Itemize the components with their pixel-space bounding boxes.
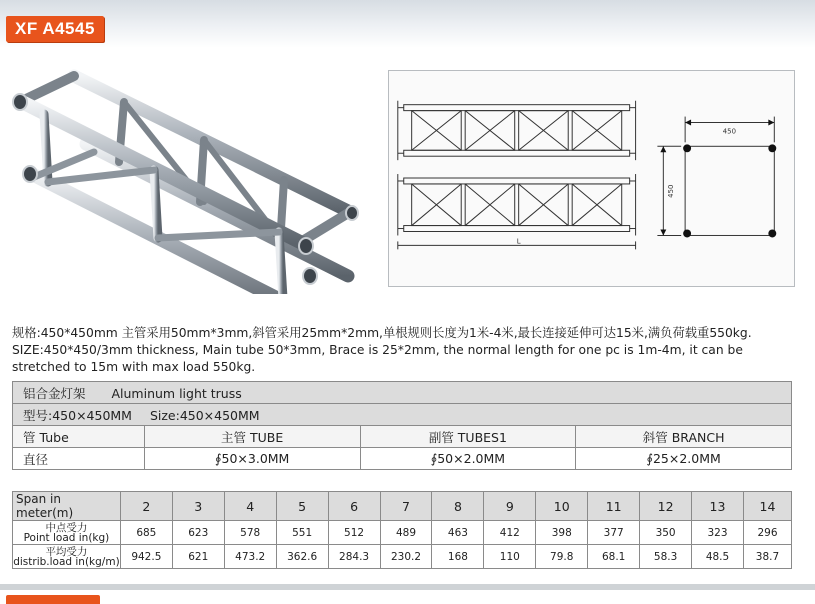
product-name-en: Aluminum light truss (111, 385, 242, 401)
point-load-cell: 296 (743, 521, 791, 545)
description-en-1: SIZE:450*450/3mm thickness, Main tube 50*3mm, Brace is 25*2mm, the normal length for one pc is 1m-4m, it can be (12, 343, 743, 357)
branch-tube-header: 斜管 BRANCH (576, 426, 792, 448)
length-label: L (516, 237, 521, 246)
point-load-cell: 551 (276, 521, 328, 545)
point-load-cell: 623 (172, 521, 224, 545)
span-cell: 9 (484, 492, 536, 521)
model-en: Size:450×450MM (149, 407, 260, 423)
distrib-load-cell: 168 (432, 545, 484, 569)
span-cell: 12 (640, 492, 692, 521)
distrib-load-cell: 284.3 (328, 545, 380, 569)
spec-row-name (13, 382, 792, 404)
point-load-cell: 489 (380, 521, 432, 545)
distrib-load-cell: 38.7 (743, 545, 791, 569)
technical-drawing (388, 70, 795, 287)
spec-row-tube (13, 426, 792, 448)
point-load-cell: 685 (120, 521, 172, 545)
load-table (12, 491, 792, 569)
point-load-row (13, 521, 792, 545)
span-cell: 3 (172, 492, 224, 521)
span-cell: 8 (432, 492, 484, 521)
point-load-cell: 578 (224, 521, 276, 545)
model-tag: XF A4545 (6, 16, 104, 42)
span-cell: 11 (588, 492, 640, 521)
next-model-tag (6, 595, 100, 604)
point-load-label (13, 521, 121, 545)
description-en-2: stretched to 15m with max load 550kg. (12, 360, 256, 374)
branch-tube-diameter: ∮25×2.0MM (576, 448, 792, 470)
distrib-load-row (13, 545, 792, 569)
point-load-cell: 398 (536, 521, 588, 545)
distrib-load-cell: 362.6 (276, 545, 328, 569)
header-band (0, 0, 815, 48)
description (12, 325, 807, 376)
distrib-load-cell: 621 (172, 545, 224, 569)
point-load-label-en: Point load in(kg) (23, 531, 110, 544)
point-load-cell: 463 (432, 521, 484, 545)
distrib-load-cell: 68.1 (588, 545, 640, 569)
sub-tube-header: 副管 TUBES1 (360, 426, 576, 448)
point-load-label-cn: 中点受力 (45, 521, 88, 534)
span-cell: 10 (536, 492, 588, 521)
point-load-cell: 512 (328, 521, 380, 545)
truss-product-image (4, 62, 366, 294)
distrib-load-cell: 58.3 (640, 545, 692, 569)
distrib-load-cell: 473.2 (224, 545, 276, 569)
distrib-load-cell: 230.2 (380, 545, 432, 569)
span-cell: 14 (743, 492, 791, 521)
distrib-load-cell: 79.8 (536, 545, 588, 569)
distrib-load-label (13, 545, 121, 569)
description-cn: 规格:450*450mm 主管采用50mm*3mm,斜管采用25mm*2mm,单根规则长度为1米-4米,最长连接延伸可达15米,满负荷载重550kg. (12, 326, 752, 340)
span-row (13, 492, 792, 521)
spec-row-diameter (13, 448, 792, 470)
point-load-cell: 412 (484, 521, 536, 545)
span-cell: 4 (224, 492, 276, 521)
diameter-label: 直径 (13, 448, 145, 470)
spec-row-model (13, 404, 792, 426)
distrib-load-label-cn: 平均受力 (45, 545, 88, 558)
distrib-load-label-en: distrib.load in(kg/m) (13, 555, 120, 568)
main-tube-header: 主管 TUBE (144, 426, 360, 448)
point-load-cell: 323 (692, 521, 744, 545)
span-label: Span in meter(m) (13, 492, 121, 521)
point-load-cell: 350 (640, 521, 692, 545)
product-name-cn: 铝合金灯架 (23, 385, 86, 401)
span-cell: 5 (276, 492, 328, 521)
spec-table (12, 381, 792, 470)
height-dimension: 450 (667, 184, 676, 198)
distrib-load-cell: 48.5 (692, 545, 744, 569)
distrib-load-cell: 942.5 (120, 545, 172, 569)
sub-tube-diameter: ∮50×2.0MM (360, 448, 576, 470)
point-load-cell: 377 (588, 521, 640, 545)
model-cn: 型号:450×450MM (23, 407, 132, 423)
distrib-load-cell: 110 (484, 545, 536, 569)
tube-label: 管 Tube (13, 426, 145, 448)
span-cell: 2 (120, 492, 172, 521)
span-cell: 13 (692, 492, 744, 521)
span-cell: 7 (380, 492, 432, 521)
main-tube-diameter: ∮50×3.0MM (144, 448, 360, 470)
section-divider (0, 584, 815, 590)
span-cell: 6 (328, 492, 380, 521)
width-dimension: 450 (722, 127, 736, 136)
